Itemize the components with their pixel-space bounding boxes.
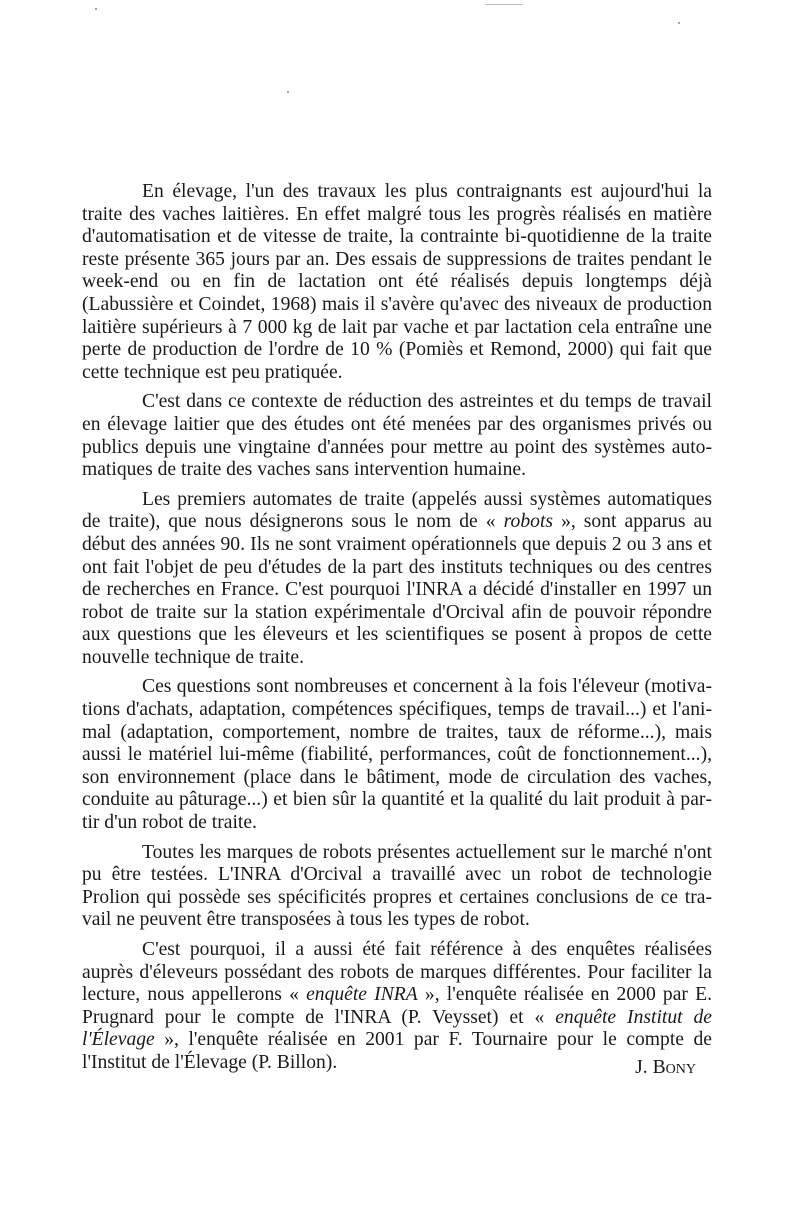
scan-speck [95, 8, 97, 10]
paragraph-italic-text: enquête INRA [306, 984, 418, 1006]
document-body [82, 181, 712, 1082]
scan-speck [287, 91, 289, 93]
scan-artifact [485, 4, 523, 5]
paragraph-text: En élevage, l'un des travaux les plus contraignants est aujourd'hui la traite des vaches laitières. En effet malgré tous les progrès réalisés en matière d'automatisation et de vitesse de traite, la contrainte bi-quotidienne de la traite reste présente 365 jours par an. Des essais de suppressions de traites pendant le week-end ou en fin de lactation ont été réalisés depuis longtemps déjà (Labussière et Coindet, 1968) mais il s'avère qu'avec des niveaux de production laitière supérieurs à 7 000 kg de lait par vache et par lactation cela entraîne une perte de production de l'ordre de 10 % (Pomiès et Remond, 2000) qui fait que cette technique est peu pratiquée. [82, 181, 712, 383]
paragraph [82, 842, 712, 932]
paragraph-text: Toutes les marques de robots présentes actuellement sur le marché n'ont pu être testées. L'INRA d'Orcival a travaillé avec un robot de technologie Prolion qui possède ses spécificités propres et certaines conclusions de ce travail ne peuvent être transposées à tous les types de robot. [82, 841, 712, 931]
paragraph-text: », l'enquête réalisée en 2000 par E. Prugnard pour le compte de l'INRA (P. Veysset) et « [82, 984, 712, 1028]
paragraph [82, 489, 712, 670]
paragraph [82, 939, 712, 1075]
paragraph [82, 181, 712, 384]
paragraph [82, 676, 712, 834]
author-surname: Bony [652, 1057, 696, 1078]
paragraph [82, 391, 712, 481]
paragraph-text: », l'enquête réalisée en 2001 par F. Tournaire pour le compte de l'Institut de l'Élevage (P. Billon). [82, 1029, 712, 1073]
paragraph-text: C'est dans ce contexte de réduction des astreintes et du temps de travail en élevage laitier que des études ont été menées par des organismes privés ou publics depuis une vingtaine d'années pour mettre au point des systèmes automatiques de traite des vaches sans intervention humaine. [82, 391, 712, 481]
paragraph-italic-text: robots [503, 511, 554, 533]
author-initial: J. [635, 1057, 653, 1078]
paragraph-text: C'est pourquoi, il a aussi été fait référence à des enquêtes réalisées auprès d'éleveurs possédant des robots de marques différentes. Pour faciliter la lecture, nous appellerons « [82, 939, 712, 1006]
paragraph-text: Ces questions sont nombreuses et concernent à la fois l'éleveur (motivations d'achats, adaptation, compétences spécifiques, temps de travail...) et l'animal (adaptation, comportement, nombre de traites, taux de réforme...), mais aussi le matériel lui-même (fiabilité, performances, coût de fonctionnement...), son environnement (place dans le bâtiment, mode de circulation des vaches, conduite au pâturage...) et bien sûr la quantité et la qualité du lait produit à partir d'un robot de traite. [82, 676, 712, 834]
paragraph-text: Les premiers automates de traite (appelés aussi systèmes automatiques de traite), que nous désignerons sous le nom de « [82, 488, 712, 533]
author-signature [635, 1057, 696, 1079]
scan-speck [678, 22, 680, 24]
paragraph-italic-text: enquête Institut de l'Élevage [82, 1006, 712, 1051]
paragraph-text: », sont apparus au début des années 90. Ils ne sont vraiment opérationnels que depuis 2 ou 3 ans et ont fait l'objet de peu d'études de la part des instituts techniques ou des centres de recherches en France. C'est pourquoi l'INRA a décidé d'installer en 1997 un robot de traite sur la station expérimentale d'Orcival afin de pouvoir répondre aux questions que les éleveurs et les scientifiques se posent à propos de cette nouvelle technique de traite. [82, 511, 712, 668]
